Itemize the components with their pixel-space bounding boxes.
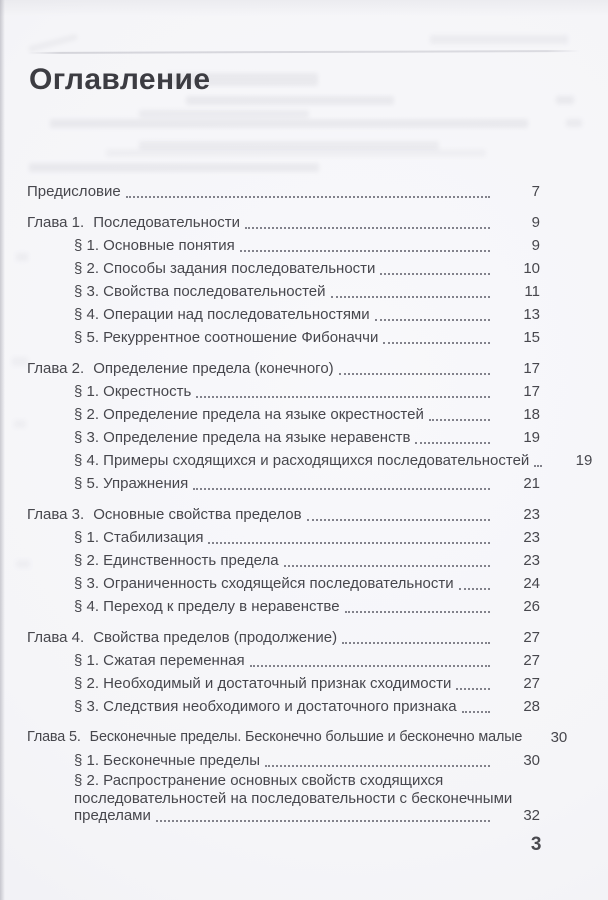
toc-page-number: 27 [523,652,540,669]
chapter-number: Глава 1. [27,214,85,231]
chapter-number: Глава 4. [27,629,85,646]
chapter-number: Глава 2. [27,360,85,377]
toc-entry-text: Свойства пределов (продолжение) [93,629,338,646]
dot-leader [462,711,490,713]
toc-page-number: 15 [523,329,540,346]
toc-page-number: 13 [523,306,540,323]
toc-page-number: 9 [531,237,540,254]
toc-entry-text: § 3. Следствия необходимого и достаточного признака [74,698,457,715]
dot-leader [331,296,490,298]
toc-entry-text: Определение предела (конечного) [93,360,334,377]
dot-leader [380,273,490,275]
dot-leader [429,419,490,421]
toc-page-number: 23 [523,506,540,523]
toc-entry-label [27,357,334,380]
toc-entry-label [74,403,424,426]
dot-leader [126,196,490,198]
toc-entry-text: § 5. Упражнения [74,475,189,492]
toc-row [27,626,564,649]
dot-leader [456,688,490,690]
toc-page-number: 30 [550,729,568,746]
toc-entry-text: § 2. Способы задания последовательности [74,260,376,277]
toc-entry-label [74,326,378,349]
toc-row [27,280,564,303]
toc-entry-text: § 1. Основные понятия [74,237,235,254]
toc-entry-label [74,426,410,449]
toc-entry-label [74,449,529,472]
toc-row [27,749,564,772]
toc-entry-text: § 1. Бесконечные пределы [74,752,261,769]
toc-entry-label [74,257,375,280]
toc-entry-label [74,303,370,326]
toc-row [27,595,564,618]
dot-leader [342,642,490,644]
toc-page-number: 32 [523,807,540,824]
dot-leader [240,250,490,252]
toc-row [27,257,564,280]
toc-row [27,672,564,695]
toc-entry-text: § 4. Примеры сходящихся и расходящихся последовательностей [74,452,530,469]
toc-row [27,526,564,549]
dot-leader [245,227,490,229]
page-title: Оглавление [29,63,211,96]
toc-entry-text: § 2. Единственность предела [74,552,279,569]
toc-entry-wrapped-line: последовательностей на последовательности с бесконечными [74,789,513,807]
toc-entry-text: § 1. Стабилизация [74,529,204,546]
dot-leader [534,465,542,467]
toc-entry-text: § 1. Сжатая переменная [74,652,245,669]
toc-page-number: 26 [523,598,540,615]
toc-entry-label [74,549,279,572]
toc-list [27,180,593,825]
toc-entry-text: § 3. Определение предела на языке неравенств [74,429,411,446]
chapter-number: Глава 5. [27,729,81,745]
dot-leader [339,373,490,375]
toc-page-number: 10 [523,260,540,277]
dot-leader [459,588,490,590]
dot-leader [415,442,490,444]
dot-leader [250,665,490,667]
toc-row [27,380,564,403]
toc-row [27,572,564,595]
toc-row [27,426,564,449]
toc-row [27,303,564,326]
dot-leader [265,765,490,767]
toc-row [27,549,564,572]
dot-leader [284,565,490,567]
toc-entry-text: § 5. Рекуррентное соотношение Фибоначчи [74,329,379,346]
folio-page-number: 3 [530,834,542,855]
dot-leader [383,342,490,344]
toc-page-number: 28 [523,698,540,715]
toc-row [27,211,564,234]
dot-leader [196,396,490,398]
toc-page-number: 24 [523,575,540,592]
toc-row [27,726,568,749]
dot-leader [375,319,490,321]
toc-page-number: 30 [523,752,540,769]
toc-entry-label [74,749,260,772]
toc-row [27,695,564,718]
toc-entry-text: Предисловие [27,183,121,200]
toc-entry-label [74,595,340,618]
toc-entry-text: § 4. Переход к пределу в неравенстве [74,598,340,615]
toc-entry-text: Последовательности [93,214,240,231]
toc-entry-text: Основные свойства пределов [93,506,302,523]
toc-page-number: 21 [523,475,540,492]
toc-entry-text: пределами [74,807,151,824]
toc-entry-text: § 3. Ограниченность сходящейся последовательности [74,575,454,592]
toc-page-number: 7 [531,183,540,200]
toc-page-number: 27 [523,629,540,646]
toc-entry-label [74,280,326,303]
chapter-number: Глава 3. [27,506,85,523]
toc-page-number: 17 [523,360,540,377]
toc-page-number: 23 [523,529,540,546]
toc-entry-label [74,807,151,825]
toc-row [27,807,564,825]
toc-page-number: 27 [523,675,540,692]
toc-page-number: 11 [524,283,540,300]
toc-row [27,326,564,349]
toc-row [27,403,564,426]
toc-row [27,649,564,672]
toc-row [27,180,564,203]
toc-page-number: 19 [523,429,540,446]
toc-entry-wrapped-line: § 2. Распространение основных свойств сходящихся [74,772,444,789]
toc-entry-label [74,649,245,672]
toc-entry-label [74,572,454,595]
toc-entry-text: § 1. Окрестность [74,383,192,400]
toc-entry-label [74,526,203,549]
dot-leader [208,542,490,544]
dot-leader [193,488,490,490]
toc-entry-label [74,234,235,257]
toc-row [27,503,564,526]
toc-entry-text: § 2. Определение предела на языке окрестностей [74,406,424,423]
toc-entry-label [27,503,302,526]
toc-entry-label [74,380,191,403]
toc-entry-label [74,472,188,495]
toc-entry-label [74,672,451,695]
toc-entry-text: § 3. Свойства последовательностей [74,283,326,300]
toc-row [27,449,593,472]
toc-entry-label [27,626,337,649]
toc-entry-label [27,211,240,234]
toc-entry-label [74,695,457,718]
dot-leader [307,519,490,521]
toc-page-number: 17 [523,383,540,400]
toc-entry-label [27,180,121,203]
toc-entry-text: § 2. Необходимый и достаточный признак сходимости [74,675,452,692]
toc-page-number: 18 [523,406,540,423]
dot-leader [345,611,490,613]
dot-leader [156,820,490,822]
toc-entry-label [27,726,522,749]
toc-entry-text: Бесконечные пределы. Бесконечно большие и бесконечно малые [89,729,523,745]
toc-page-number: 23 [523,552,540,569]
toc-page-number: 19 [575,452,593,469]
toc-row [27,234,564,257]
toc-row [27,472,564,495]
toc-page-number: 9 [531,214,540,231]
toc-entry-text: § 4. Операции над последовательностями [74,306,370,323]
toc-row [27,357,564,380]
